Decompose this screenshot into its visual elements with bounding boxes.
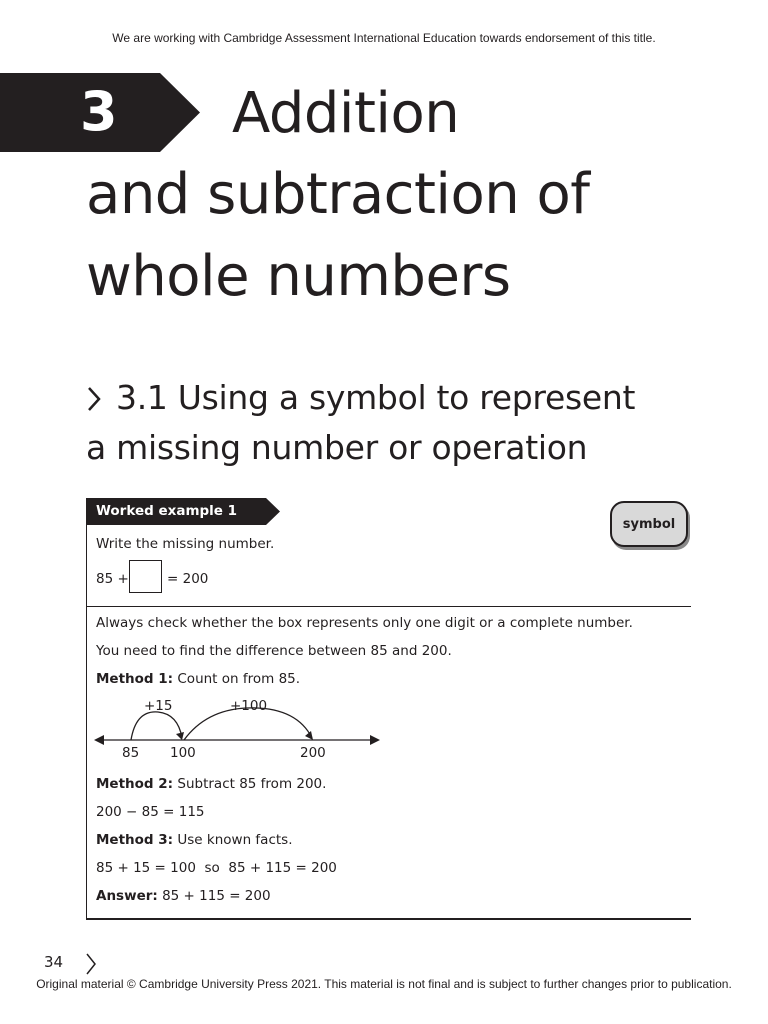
- answer-line: [96, 888, 271, 904]
- missing-number-box: [129, 560, 162, 593]
- answer-text: 85 + 115 = 200: [157, 888, 271, 904]
- tick-label-200: 200: [300, 745, 326, 761]
- answer-label: Answer:: [96, 888, 158, 904]
- jump-arrowhead-15: [176, 732, 184, 740]
- equation-right: = 200: [167, 571, 209, 587]
- chevron-right-icon: [84, 385, 104, 413]
- jump-arc-15: [131, 712, 182, 740]
- tick-label-100: 100: [170, 745, 196, 761]
- method-2-calculation: 200 − 85 = 115: [96, 804, 205, 820]
- symbol-keyword-button[interactable]: [610, 501, 688, 547]
- method-1-line: [96, 671, 300, 687]
- chevron-right-icon: [84, 952, 98, 976]
- method-1-text: Count on from 85.: [173, 671, 301, 687]
- method-2-text: Subtract 85 from 200.: [173, 776, 327, 792]
- chapter-title-line-1: Addition: [232, 81, 460, 146]
- symbol-keyword-label: symbol: [622, 516, 676, 532]
- jump-label-100: +100: [230, 698, 268, 714]
- number-line-diagram: [86, 690, 396, 770]
- method-3-text: Use known facts.: [173, 832, 293, 848]
- method-3-label: Method 3:: [96, 832, 174, 848]
- worked-example-label: Worked example 1: [96, 503, 238, 519]
- difference-note: You need to find the difference between 85 and 200.: [96, 643, 452, 659]
- method-1-label: Method 1:: [96, 671, 174, 687]
- method-3-calculation: 85 + 15 = 100 so 85 + 115 = 200: [96, 860, 337, 876]
- chapter-title-line-3: whole numbers: [86, 244, 511, 309]
- worked-example-divider: [86, 606, 691, 607]
- instruction-text: Write the missing number.: [96, 536, 275, 552]
- copyright-footer: Original material © Cambridge University Press 2021. This material is not final and is subject to further changes prior to publication.: [36, 977, 732, 991]
- method-3-line: [96, 832, 292, 848]
- endorsement-note: We are working with Cambridge Assessment International Education towards endorsement of this title.: [112, 31, 656, 45]
- jump-label-15: +15: [144, 698, 173, 714]
- chapter-number: 3: [80, 80, 118, 143]
- number-line-left-arrow: [94, 735, 104, 745]
- chapter-title-line-2: and subtraction of: [86, 162, 590, 227]
- worked-example-bottom-border: [86, 918, 691, 920]
- equation-left: 85 +: [96, 571, 129, 587]
- section-heading-line-2: a missing number or operation: [86, 428, 588, 467]
- method-2-label: Method 2:: [96, 776, 174, 792]
- method-2-line: [96, 776, 326, 792]
- tick-label-85: 85: [122, 745, 140, 761]
- number-line-right-arrow: [370, 735, 380, 745]
- section-heading-line-1: 3.1 Using a symbol to represent: [116, 378, 636, 417]
- check-note: Always check whether the box represents only one digit or a complete number.: [96, 615, 633, 631]
- page-number: 34: [44, 953, 64, 971]
